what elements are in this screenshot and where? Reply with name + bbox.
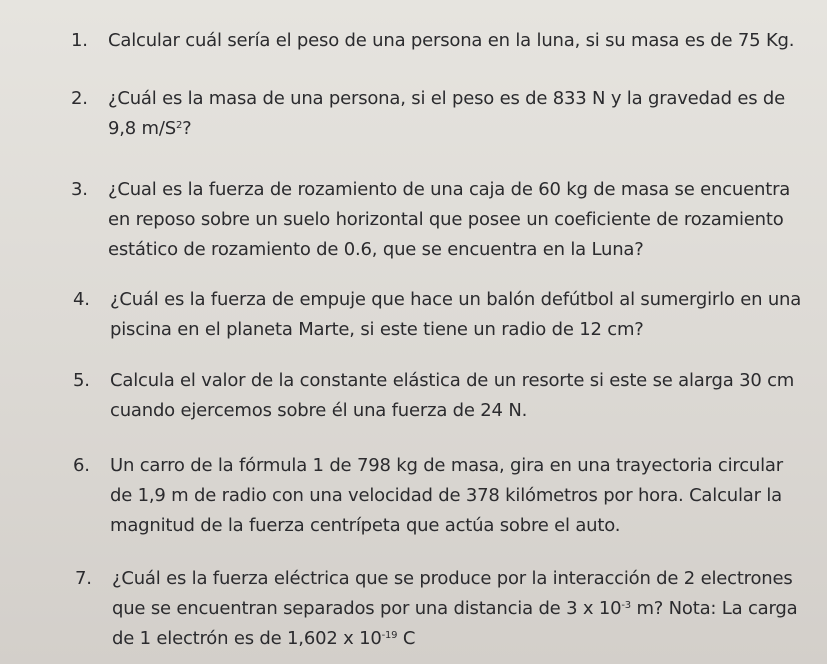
problem-2-line-1: ¿Cuál es la masa de una persona, si el peso es de 833 N y la gravedad es de <box>108 88 786 109</box>
problem-3-line-3: estático de rozamiento de 0.6, que se encuentra en la Luna? <box>108 239 644 260</box>
problem-7 <box>75 564 798 654</box>
gravity-unit: 9,8 m/S <box>108 118 176 139</box>
problem-2-question-mark: ? <box>182 118 192 139</box>
problem-3-line-1: ¿Cual es la fuerza de rozamiento de una caja de 60 kg de masa se encuentra <box>108 179 791 200</box>
problem-2-number: 2. <box>71 88 88 109</box>
problem-4-line-2: piscina en el planeta Marte, si este tiene un radio de 12 cm? <box>110 319 644 340</box>
problem-7-line-1: ¿Cuál es la fuerza eléctrica que se produce por la interacción de 2 electrones <box>112 568 793 589</box>
problem-4 <box>73 285 802 345</box>
problem-4-number: 4. <box>73 289 90 310</box>
problem-6-number: 6. <box>73 455 90 476</box>
distance-exponent: -3 <box>621 600 631 611</box>
problem-7-number: 7. <box>75 568 92 589</box>
electron-charge-exponent: -19 <box>381 630 398 641</box>
problem-2 <box>71 84 786 144</box>
problem-4-line-1: ¿Cuál es la fuerza de empuje que hace un balón defútbol al sumergirlo en una <box>110 289 802 310</box>
problem-3-line-2: en reposo sobre un suelo horizontal que posee un coeficiente de rozamiento <box>108 209 784 230</box>
problem-7-line-3-text: de 1 electrón es de <box>112 628 288 649</box>
problem-5-line-1: Calcula el valor de la constante elástica de un resorte si este se alarga 30 cm <box>110 370 795 391</box>
problem-1-line-1: Calcular cuál sería el peso de una persona en la luna, si su masa es de 75 Kg. <box>108 30 795 51</box>
problem-5 <box>73 366 795 426</box>
problem-7-line-2 <box>112 594 797 624</box>
problem-2-line-2 <box>108 114 785 144</box>
problem-7-line-2-text: que se encuentran separados por una distancia de <box>112 598 567 619</box>
electron-charge-value: 1,602 x 10 <box>287 628 382 649</box>
problem-6 <box>73 451 783 541</box>
problem-7-line-2-suffix: m? Nota: La carga <box>630 598 798 619</box>
problem-1 <box>71 26 795 56</box>
problem-3-number: 3. <box>71 179 88 200</box>
problem-3 <box>71 175 791 265</box>
problem-6-line-2: de 1,9 m de radio con una velocidad de 378 kilómetros por hora. Calcular la <box>110 485 782 506</box>
problem-6-line-3: magnitud de la fuerza centrípeta que actúa sobre el auto. <box>110 515 621 536</box>
problem-7-line-3 <box>112 624 797 654</box>
gravity-unit-exponent: 2 <box>175 120 183 131</box>
problem-5-number: 5. <box>73 370 90 391</box>
problem-1-number: 1. <box>71 30 88 51</box>
problem-6-line-1: Un carro de la fórmula 1 de 798 kg de masa, gira en una trayectoria circular <box>110 455 783 476</box>
problem-5-line-2: cuando ejercemos sobre él una fuerza de 24 N. <box>110 400 528 421</box>
electron-charge-unit: C <box>397 628 416 649</box>
distance-value: 3 x 10 <box>566 598 622 619</box>
